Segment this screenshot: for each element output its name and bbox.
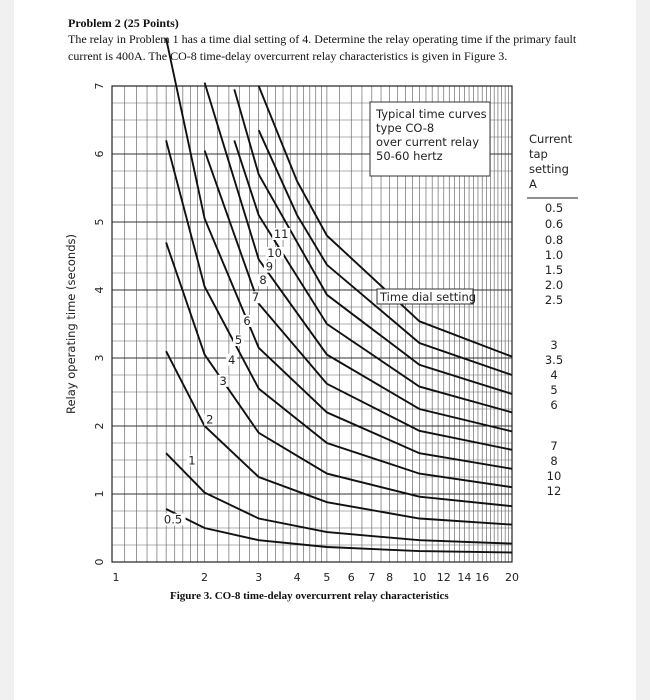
tap-value: 0.6	[544, 217, 564, 231]
tap-value: 0.5	[544, 201, 564, 215]
x-tick-label: 4	[293, 571, 301, 584]
dial-setting-label: Time dial setting	[380, 290, 477, 304]
tap-header-line: setting	[529, 162, 569, 176]
tap-value: 2.0	[544, 278, 564, 292]
annotation-line: over current relay	[376, 135, 480, 149]
tap-value: 4	[550, 368, 558, 382]
annotation-line: Typical time curves	[376, 107, 487, 121]
curve-dial-0.5	[163, 509, 512, 553]
x-tick-label: 8	[386, 571, 394, 584]
tap-value: 0.8	[544, 233, 564, 247]
tap-value: 1.5	[544, 263, 564, 277]
x-tick-label: 2	[201, 571, 209, 584]
x-tick-label: 5	[323, 571, 331, 584]
dial-label: 11	[273, 226, 289, 241]
x-tick-label: 16	[475, 571, 490, 584]
x-tick-label: 12	[436, 571, 451, 584]
y-tick-label: 2	[93, 422, 106, 430]
problem-title: Problem 2 (25 Points)	[68, 16, 179, 30]
tap-value: 7	[550, 439, 558, 453]
dial-label: 6	[243, 314, 251, 328]
problem-line-2: current is 400A. The CO-8 time-delay overcurrent relay characteristics is given in Figure 3.	[68, 49, 508, 63]
curve-dial-1	[163, 453, 512, 543]
tap-value: 8	[550, 454, 558, 468]
y-tick-label: 5	[93, 218, 106, 226]
dial-label: 5	[234, 333, 243, 348]
y-tick-label: 3	[93, 354, 106, 362]
tap-value: 1.0	[544, 248, 564, 262]
x-tick-label: 7	[368, 571, 376, 584]
tap-value: 12	[546, 484, 562, 498]
tap-value: 3.5	[544, 353, 564, 367]
dial-label: 1	[188, 453, 196, 468]
figure-caption: Figure 3. CO-8 time-delay overcurrent relay characteristics	[170, 590, 449, 602]
tap-value: 3	[550, 338, 558, 352]
y-tick-label: 7	[93, 82, 106, 90]
annotation-line: 50-60 hertz	[376, 149, 443, 163]
dial-label: 0.5	[163, 512, 183, 527]
tap-header-line: tap	[529, 147, 548, 161]
x-tick-label: 1	[112, 571, 120, 584]
x-tick-label: 10	[412, 571, 427, 584]
dial-label: 9	[265, 259, 274, 274]
chart-labels	[161, 102, 578, 527]
y-tick-label: 4	[93, 286, 106, 294]
dial-label: 8	[259, 273, 267, 288]
x-tick-label: 14	[457, 571, 472, 584]
tap-value: 6	[550, 398, 558, 412]
y-tick-label: 1	[93, 490, 106, 498]
y-axis-label: Relay operating time (seconds)	[64, 233, 78, 415]
dial-label: 3	[219, 373, 227, 388]
y-tick-label: 0	[93, 558, 106, 566]
dial-label: 7	[251, 290, 260, 305]
tap-header-line: A	[529, 177, 537, 191]
dial-label: 10	[267, 246, 282, 260]
x-tick-label: 6	[347, 571, 355, 584]
curve-dial-8	[234, 140, 512, 412]
tap-value: 10	[546, 469, 562, 483]
curve-dial-4	[166, 140, 512, 487]
dial-label: 2	[206, 412, 214, 427]
x-tick-label: 20	[505, 571, 519, 584]
problem-line-1: The relay in Problem 1 has a time dial setting of 4. Determine the relay operating time if the primary fault	[68, 32, 577, 46]
annotation-line: type CO-8	[376, 121, 435, 135]
curve-dial-3	[166, 242, 512, 506]
tap-value: 2.5	[544, 293, 564, 307]
tap-header-line: Current	[529, 132, 573, 146]
dial-label: 4	[227, 352, 236, 367]
x-tick-label: 3	[255, 571, 263, 584]
y-tick-label: 6	[93, 150, 106, 158]
tap-value: 5	[550, 383, 558, 397]
